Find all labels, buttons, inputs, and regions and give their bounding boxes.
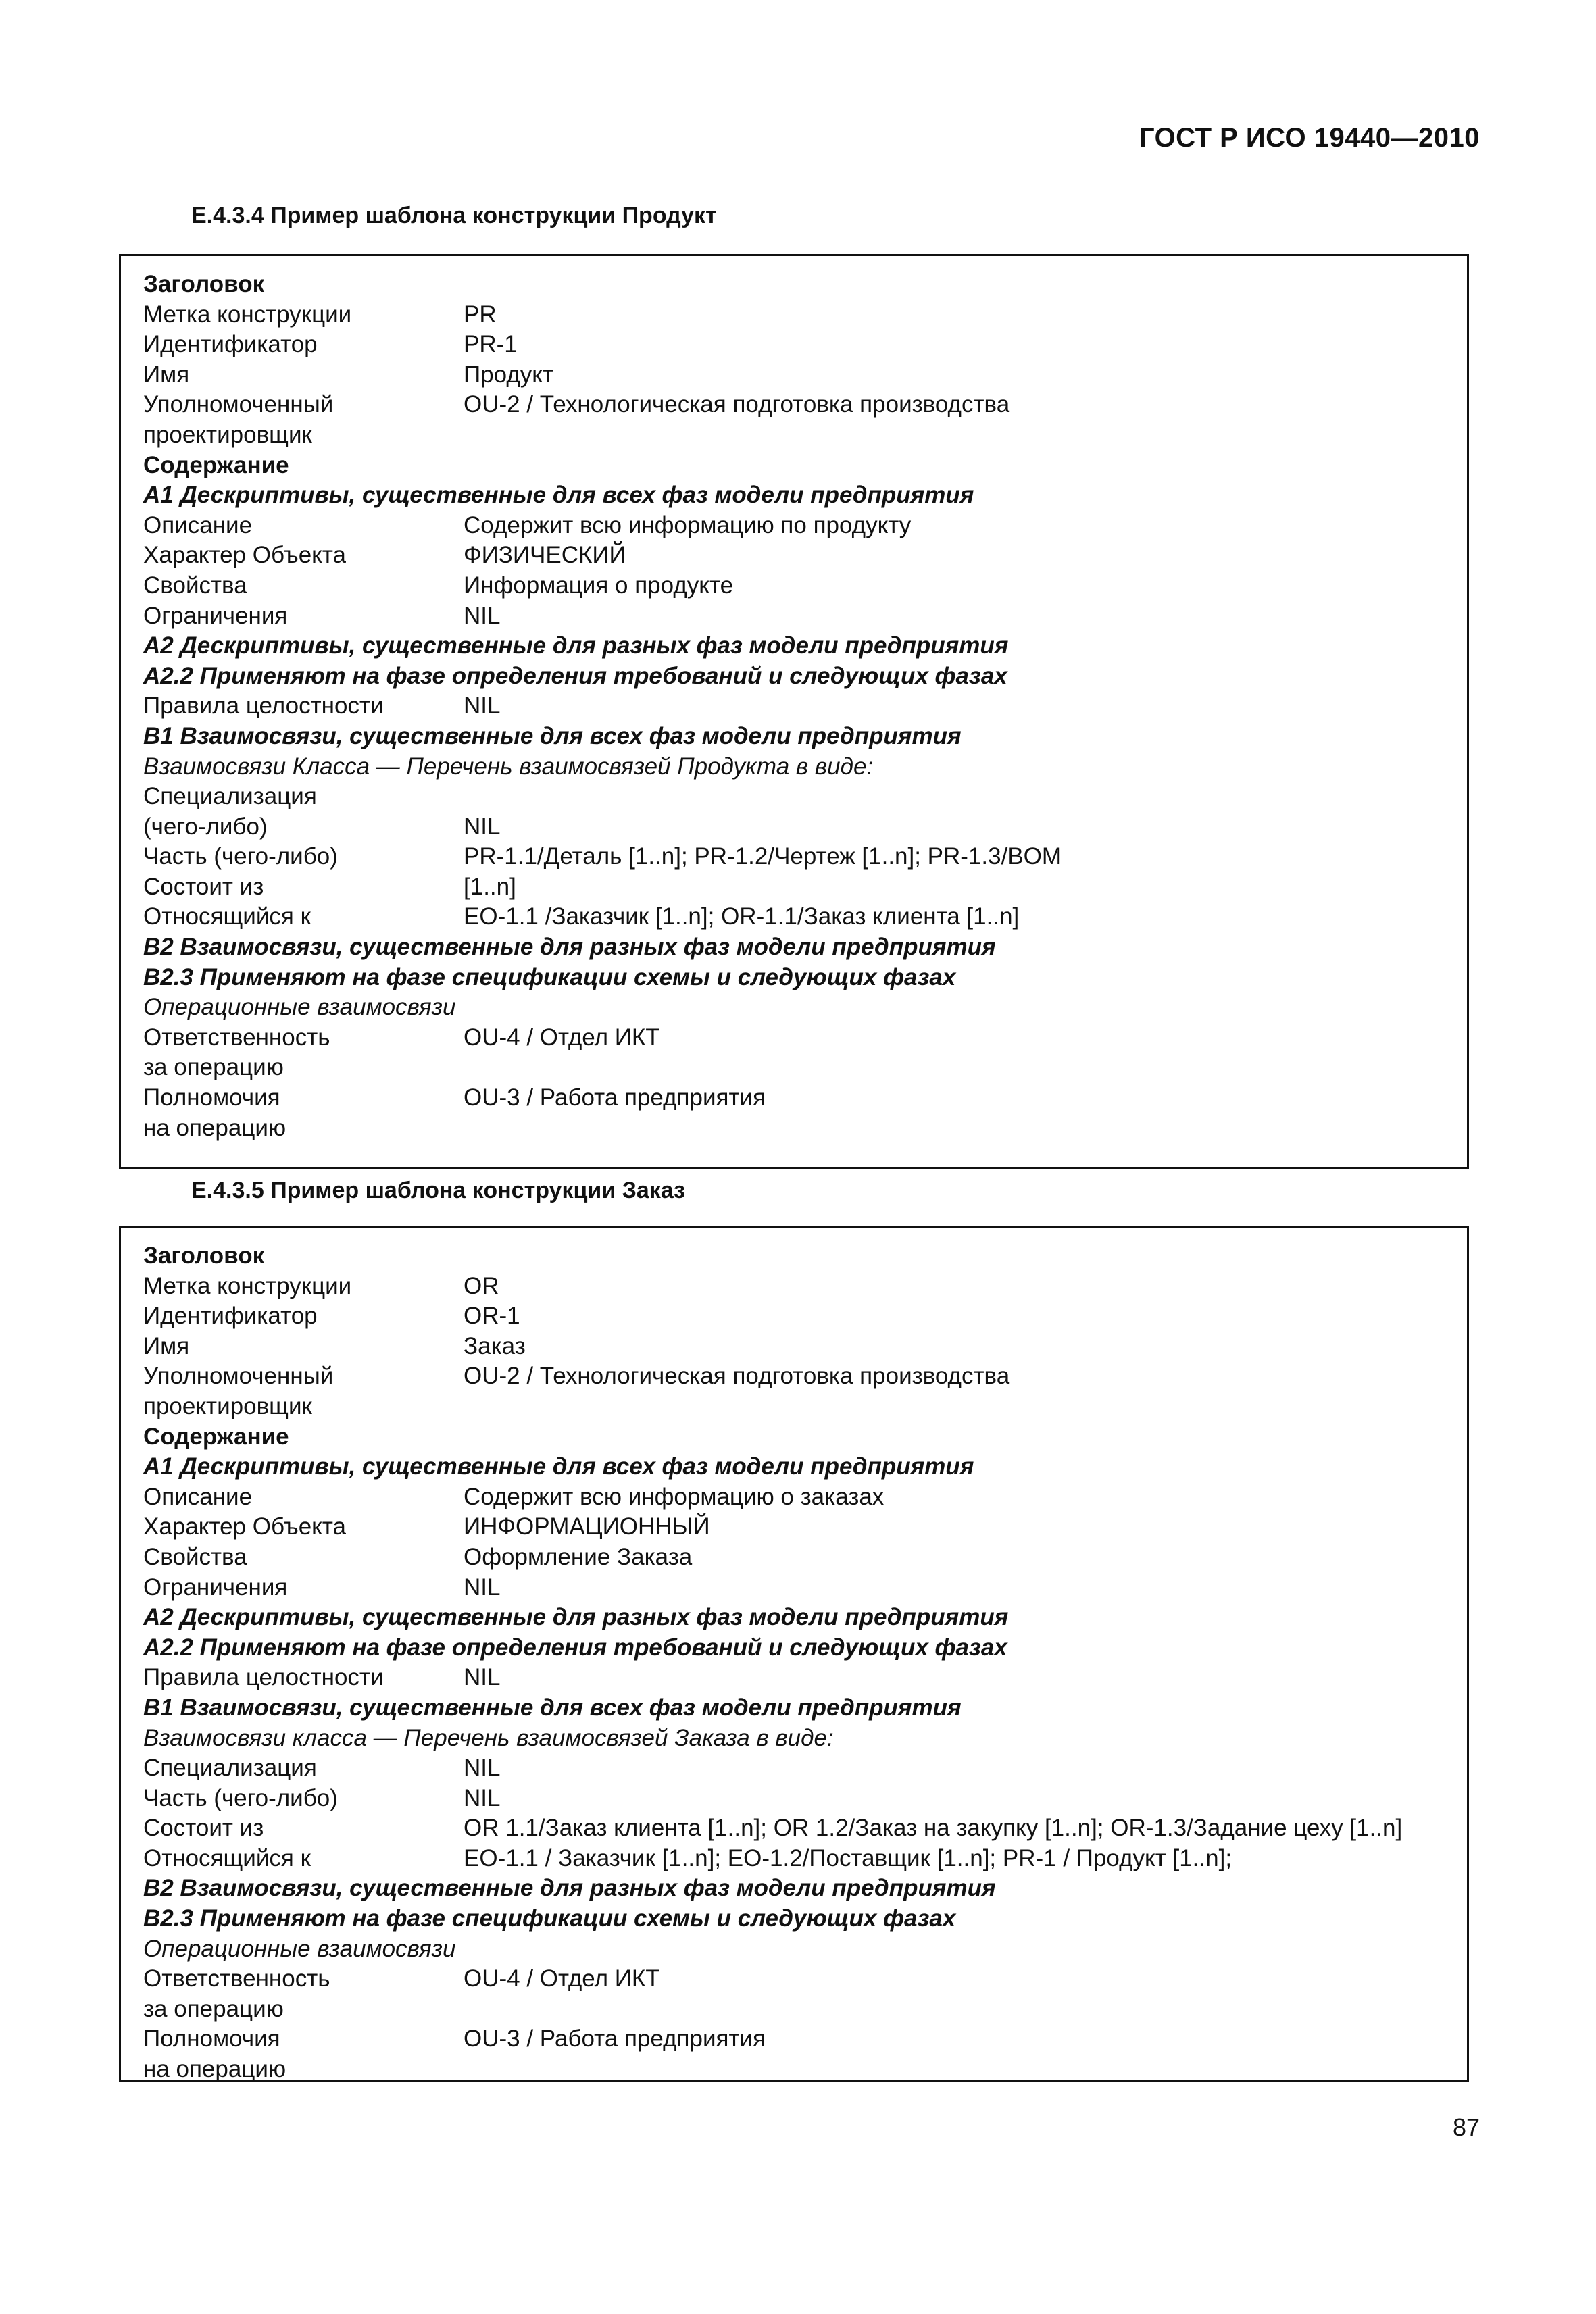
field-value: ЕО-1.1 /Заказчик [1..n]; OR-1.1/Заказ клиента [1..n] xyxy=(464,903,1020,930)
field-value: NIL xyxy=(464,693,501,720)
field-value: Заказ xyxy=(464,1332,526,1359)
field-label: Ограничения xyxy=(143,1574,288,1601)
section-heading: Содержание xyxy=(143,1423,289,1450)
field-label: Состоит из xyxy=(143,873,264,900)
field-label: Описание xyxy=(143,511,253,538)
field-label: Ограничения xyxy=(143,602,288,629)
field-label: на операцию xyxy=(143,1114,286,1141)
field-label: Правила целостности xyxy=(143,1664,384,1691)
field-label: Специализация xyxy=(143,783,317,810)
field-value: OU-3 / Работа предприятия xyxy=(464,2026,766,2053)
section-heading: Взаимосвязи Класса — Перечень взаимосвязей Продукта в виде: xyxy=(143,753,874,780)
field-label: Идентификатор xyxy=(143,331,318,358)
field-label: Полномочия xyxy=(143,2026,280,2053)
section-heading: Содержание xyxy=(143,451,289,478)
field-value: PR-1 xyxy=(464,331,518,358)
field-value: NIL xyxy=(464,813,501,840)
field-label: на операцию xyxy=(143,2056,286,2083)
section-heading: Заголовок xyxy=(143,271,265,297)
section-heading: А2.2 Применяют на фазе определения требований и следующих фазах xyxy=(143,662,1007,689)
field-value: NIL xyxy=(464,1755,501,1782)
section-heading: В2 Взаимосвязи, существенные для разных фаз модели предприятия xyxy=(143,1875,996,1902)
field-label: (чего-либо) xyxy=(143,813,268,840)
document-header: ГОСТ Р ИСО 19440—2010 xyxy=(1139,123,1480,153)
field-label: Полномочия xyxy=(143,1084,280,1111)
field-value: NIL xyxy=(464,1664,501,1691)
field-value: ИНФОРМАЦИОННЫЙ xyxy=(464,1513,710,1540)
field-label: Описание xyxy=(143,1483,253,1510)
field-value: OU-4 / Отдел ИКТ xyxy=(464,1965,660,1992)
field-label: за операцию xyxy=(143,1054,284,1081)
field-label: Относящийся к xyxy=(143,903,311,930)
field-value: PR-1.1/Деталь [1..n]; PR-1.2/Чертеж [1..n]; PR-1.3/BOM xyxy=(464,843,1062,870)
field-value: NIL xyxy=(464,1784,501,1811)
section-heading: Заголовок xyxy=(143,1242,265,1269)
template-box-product xyxy=(119,254,1469,1169)
section-heading: А2 Дескриптивы, существенные для разных фаз модели предприятия xyxy=(143,632,1009,659)
field-label: проектировщик xyxy=(143,421,312,448)
field-label: Правила целостности xyxy=(143,693,384,720)
field-label: Уполномоченный xyxy=(143,391,334,418)
field-value: OR 1.1/Заказ клиента [1..n]; OR 1.2/Заказ на закупку [1..n]; OR-1.3/Задание цеху [1..n] xyxy=(464,1815,1403,1842)
field-value: OU-2 / Технологическая подготовка производства xyxy=(464,1363,1010,1390)
section-heading: А1 Дескриптивы, существенные для всех фаз модели предприятия xyxy=(143,482,974,509)
field-label: Часть (чего-либо) xyxy=(143,1784,338,1811)
field-value: OU-2 / Технологическая подготовка производства xyxy=(464,391,1010,418)
field-value: [1..n] xyxy=(464,873,516,900)
field-value: ФИЗИЧЕСКИЙ xyxy=(464,542,626,569)
section-title-order: Е.4.3.5 Пример шаблона конструкции Заказ xyxy=(191,1178,686,1203)
field-value: Содержит всю информацию по продукту xyxy=(464,511,912,538)
section-heading: В2.3 Применяют на фазе спецификации схемы и следующих фазах xyxy=(143,963,956,990)
field-label: Ответственность xyxy=(143,1024,330,1051)
section-heading: В2 Взаимосвязи, существенные для разных фаз модели предприятия xyxy=(143,934,996,961)
section-heading: Взаимосвязи класса — Перечень взаимосвязей Заказа в виде: xyxy=(143,1724,834,1751)
field-label: Часть (чего-либо) xyxy=(143,843,338,870)
field-value: OU-4 / Отдел ИКТ xyxy=(464,1024,660,1051)
field-label: Характер Объекта xyxy=(143,1513,346,1540)
field-value: OR-1 xyxy=(464,1303,520,1330)
field-value: NIL xyxy=(464,602,501,629)
field-label: Ответственность xyxy=(143,1965,330,1992)
field-label: Уполномоченный xyxy=(143,1363,334,1390)
field-value: NIL xyxy=(464,1574,501,1601)
field-value: Оформление Заказа xyxy=(464,1543,693,1570)
field-label: Метка конструкции xyxy=(143,1272,352,1299)
field-value: Содержит всю информацию о заказах xyxy=(464,1483,884,1510)
section-heading: А1 Дескриптивы, существенные для всех фаз модели предприятия xyxy=(143,1453,974,1480)
template-box-order xyxy=(119,1226,1469,2082)
section-heading: В1 Взаимосвязи, существенные для всех фаз модели предприятия xyxy=(143,722,962,749)
field-value: OU-3 / Работа предприятия xyxy=(464,1084,766,1111)
field-label: Имя xyxy=(143,1332,190,1359)
section-heading: А2.2 Применяют на фазе определения требований и следующих фазах xyxy=(143,1634,1007,1661)
field-label: за операцию xyxy=(143,1995,284,2022)
field-label: Метка конструкции xyxy=(143,301,352,328)
field-value: Информация о продукте xyxy=(464,572,734,599)
field-label: Относящийся к xyxy=(143,1844,311,1871)
field-label: Состоит из xyxy=(143,1815,264,1842)
field-label: Идентификатор xyxy=(143,1303,318,1330)
section-heading: В2.3 Применяют на фазе спецификации схемы и следующих фазах xyxy=(143,1905,956,1932)
section-title-product: Е.4.3.4 Пример шаблона конструкции Продукт xyxy=(191,203,717,228)
field-value: Продукт xyxy=(464,361,553,388)
field-label: проектировщик xyxy=(143,1392,312,1419)
field-value: OR xyxy=(464,1272,499,1299)
field-label: Свойства xyxy=(143,1543,247,1570)
section-heading: А2 Дескриптивы, существенные для разных фаз модели предприятия xyxy=(143,1604,1009,1631)
field-value: PR xyxy=(464,301,497,328)
field-label: Свойства xyxy=(143,572,247,599)
section-heading: В1 Взаимосвязи, существенные для всех фаз модели предприятия xyxy=(143,1694,962,1721)
field-value: ЕО-1.1 / Заказчик [1..n]; ЕО-1.2/Поставщик [1..n]; PR-1 / Продукт [1..n]; xyxy=(464,1844,1232,1871)
field-label: Имя xyxy=(143,361,190,388)
field-label: Характер Объекта xyxy=(143,542,346,569)
field-label: Специализация xyxy=(143,1755,317,1782)
section-heading: Операционные взаимосвязи xyxy=(143,1935,456,1962)
section-heading: Операционные взаимосвязи xyxy=(143,994,456,1021)
page-number: 87 xyxy=(1452,2113,1480,2141)
